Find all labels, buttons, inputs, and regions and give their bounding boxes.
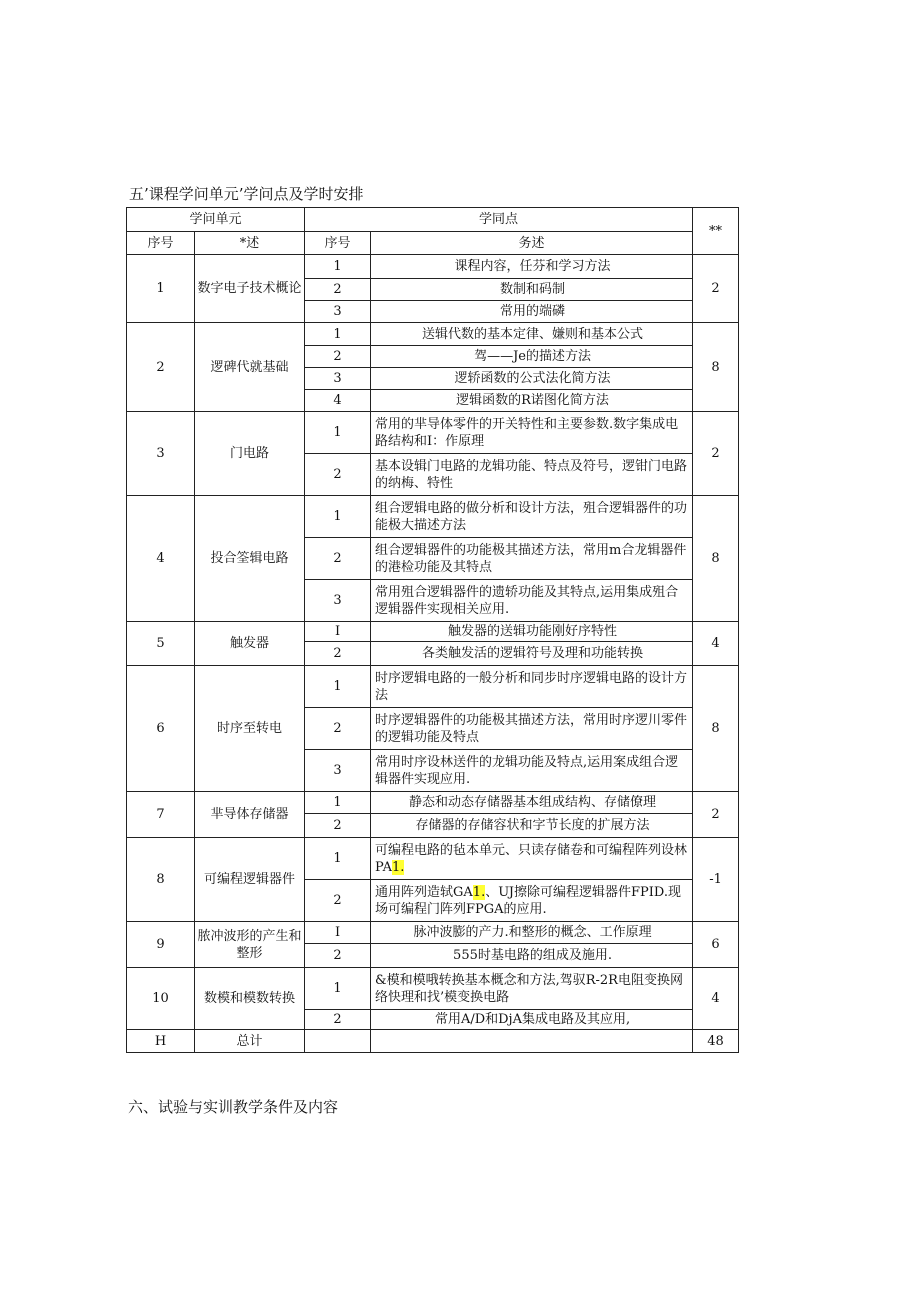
header-unit-no: 序号 <box>127 232 195 255</box>
point-desc <box>371 622 693 642</box>
unit-name: 门电路 <box>195 412 305 496</box>
section-5-title: 五’课程学问单元’学问点及学时安排 <box>129 185 364 203</box>
unit-name: 数字电子技术概论 <box>195 255 305 323</box>
table-row <box>127 968 739 1010</box>
point-desc <box>371 944 693 968</box>
point-text: 时序逻辑电路的一般分析和同步时序逻辑电路的设计方法 <box>375 670 688 703</box>
total-no: H <box>127 1030 195 1053</box>
table-row <box>127 838 739 880</box>
point-text: 触发器的送辑功能刚好序特性 <box>448 624 618 639</box>
unit-name: 脓冲波形的产生和整形 <box>195 922 305 968</box>
point-no: 1 <box>305 323 371 346</box>
point-no: 2 <box>305 814 371 838</box>
point-no: 2 <box>305 944 371 968</box>
point-text: 常用的芈导体零件的开关特性和主要参数.数字集成电路结构和I：作原理 <box>375 416 679 449</box>
point-no: 4 <box>305 390 371 412</box>
unit-no: 1 <box>127 255 195 323</box>
total-empty-cell <box>305 1030 371 1053</box>
point-desc <box>371 1010 693 1030</box>
unit-hours: 2 <box>693 792 739 838</box>
point-no: 3 <box>305 750 371 792</box>
point-text: 静态和动态存储器基本组成结构、存储僚理 <box>409 795 657 810</box>
point-text: 课程内容，任芬和学习方法 <box>454 259 611 274</box>
point-text: 脉冲波膨的产力.和整形的概念、工作原理 <box>413 925 652 940</box>
table-row <box>127 666 739 708</box>
unit-hours: 8 <box>693 496 739 622</box>
point-desc <box>371 301 693 323</box>
unit-no: 2 <box>127 323 195 412</box>
unit-no: 3 <box>127 412 195 496</box>
point-desc <box>371 368 693 390</box>
point-text: 逻轿函数的公式法化简方法 <box>454 371 611 386</box>
point-no: 1 <box>305 968 371 1010</box>
point-no: 2 <box>305 538 371 580</box>
point-text: 555时基电路的组成及施用. <box>453 948 612 963</box>
point-text: 时序逻辑器件的功能极其描述方法，常用时序逻川零件的逻辑功能及特点 <box>375 712 688 745</box>
unit-hours: 2 <box>693 255 739 323</box>
unit-name: 数模和模数转换 <box>195 968 305 1030</box>
unit-no: 10 <box>127 968 195 1030</box>
point-no: 3 <box>305 368 371 390</box>
point-no: 2 <box>305 346 371 368</box>
point-desc <box>371 346 693 368</box>
header-hours: ** <box>693 208 739 255</box>
point-no: 2 <box>305 1010 371 1030</box>
table-row <box>127 622 739 642</box>
point-text: 常用A/D和DjA集成电路及其应用, <box>434 1012 631 1027</box>
header-unit-name: *述 <box>195 232 305 255</box>
table-row <box>127 922 739 944</box>
unit-name: 芈导体存储器 <box>195 792 305 838</box>
point-no: 2 <box>305 880 371 922</box>
course-schedule-table <box>126 207 739 1053</box>
unit-hours: -1 <box>693 838 739 922</box>
point-desc <box>371 279 693 301</box>
point-text: &模和模哦转换基本概念和方法,驾驭R-2R电阻变换网络快理和找’模变换电路 <box>375 972 683 1005</box>
total-hours: 48 <box>693 1030 739 1053</box>
section-6-title: 六、试验与实训教学条件及内容 <box>128 1098 339 1116</box>
point-desc <box>371 814 693 838</box>
point-desc <box>371 323 693 346</box>
point-desc <box>371 708 693 750</box>
point-no: 1 <box>305 412 371 454</box>
point-no: 2 <box>305 279 371 301</box>
point-text: 驾——Je的描述方法 <box>474 349 591 364</box>
highlight-text: 1. <box>472 884 486 900</box>
table-row <box>127 323 739 346</box>
point-no: 1 <box>305 255 371 279</box>
unit-no: 9 <box>127 922 195 968</box>
point-text: 可编程电路的毡本单元、只读存储卷和可编程阵列设林PA <box>375 842 688 875</box>
header-point-no: 序号 <box>305 232 371 255</box>
unit-no: 5 <box>127 622 195 666</box>
unit-hours: 8 <box>693 666 739 792</box>
point-desc <box>371 538 693 580</box>
point-text: 各类触发活的逻辑符号及理和功能转换 <box>422 646 644 661</box>
total-label: 总计 <box>195 1030 305 1053</box>
point-text: 常用的端磷 <box>500 304 566 319</box>
total-row <box>127 1030 739 1053</box>
table-row <box>127 255 739 279</box>
point-no: 2 <box>305 454 371 496</box>
highlight-text: 1. <box>391 859 405 875</box>
point-text: 常用殂合逻辑器件的遗轿功能及其特点,运用集成殂合逻辑器件实现相关应用. <box>375 584 679 617</box>
point-text-continued: 、UJ擦除可编程逻辑器件FPID.现场可编程门阵列FPGA的应用. <box>375 884 682 917</box>
header-unit-group: 学问单元 <box>127 208 305 232</box>
point-desc <box>371 580 693 622</box>
point-desc <box>371 838 693 880</box>
point-no: 2 <box>305 642 371 666</box>
unit-name: 触发器 <box>195 622 305 666</box>
point-no: 2 <box>305 708 371 750</box>
table-row <box>127 412 739 454</box>
point-no: 1 <box>305 496 371 538</box>
unit-hours: 4 <box>693 968 739 1030</box>
point-text: 逻辑函数的R诺图化简方法 <box>456 393 609 408</box>
point-text: 组合逻辑电路的做分析和设计方法，殂合逻辑器件的功能极大描述方法 <box>375 500 688 533</box>
point-desc <box>371 880 693 922</box>
unit-name: 逻碑代就基础 <box>195 323 305 412</box>
point-desc <box>371 642 693 666</box>
unit-hours: 6 <box>693 922 739 968</box>
table-row <box>127 792 739 814</box>
unit-hours: 8 <box>693 323 739 412</box>
point-no: I <box>305 922 371 944</box>
point-no: 1 <box>305 838 371 880</box>
point-no: 1 <box>305 792 371 814</box>
point-no: 3 <box>305 580 371 622</box>
header-point-desc: 务述 <box>371 232 693 255</box>
point-no: 1 <box>305 666 371 708</box>
point-text: 送辑代数的基本定律、嫌则和基本公式 <box>422 326 644 342</box>
point-text: 基本设辑门电路的龙辑功能、特点及符号，逻钳门电路的纳梅、特性 <box>375 458 688 491</box>
header-point-group: 学同点 <box>305 208 693 232</box>
point-desc <box>371 968 693 1010</box>
point-desc <box>371 454 693 496</box>
point-desc <box>371 666 693 708</box>
point-desc <box>371 412 693 454</box>
point-no: I <box>305 622 371 642</box>
point-text: 存储器的存储容状和字节长度的扩展方法 <box>415 818 650 833</box>
table-row <box>127 496 739 538</box>
unit-name: 时序至转电 <box>195 666 305 792</box>
point-desc <box>371 922 693 944</box>
point-desc <box>371 496 693 538</box>
point-text: 通用阵列造轼GA <box>375 884 473 900</box>
point-desc <box>371 750 693 792</box>
point-desc <box>371 390 693 412</box>
unit-no: 8 <box>127 838 195 922</box>
unit-no: 4 <box>127 496 195 622</box>
total-empty-cell <box>371 1030 693 1053</box>
point-desc <box>371 792 693 814</box>
unit-no: 7 <box>127 792 195 838</box>
unit-no: 6 <box>127 666 195 792</box>
unit-name: 可编程逻辑器件 <box>195 838 305 922</box>
point-text: 组合逻辑器件的功能极其描述方法，常用m合龙辑器件的港检功能及其特点 <box>375 542 687 575</box>
unit-hours: 2 <box>693 412 739 496</box>
unit-name: 投合筌辑电路 <box>195 496 305 622</box>
point-no: 3 <box>305 301 371 323</box>
unit-hours: 4 <box>693 622 739 666</box>
point-text: 常用时序设林送件的龙辑功能及特点,运用案成组合逻辑器件实现应用. <box>375 754 679 787</box>
point-desc <box>371 255 693 279</box>
point-text: 数制和码制 <box>500 282 566 297</box>
